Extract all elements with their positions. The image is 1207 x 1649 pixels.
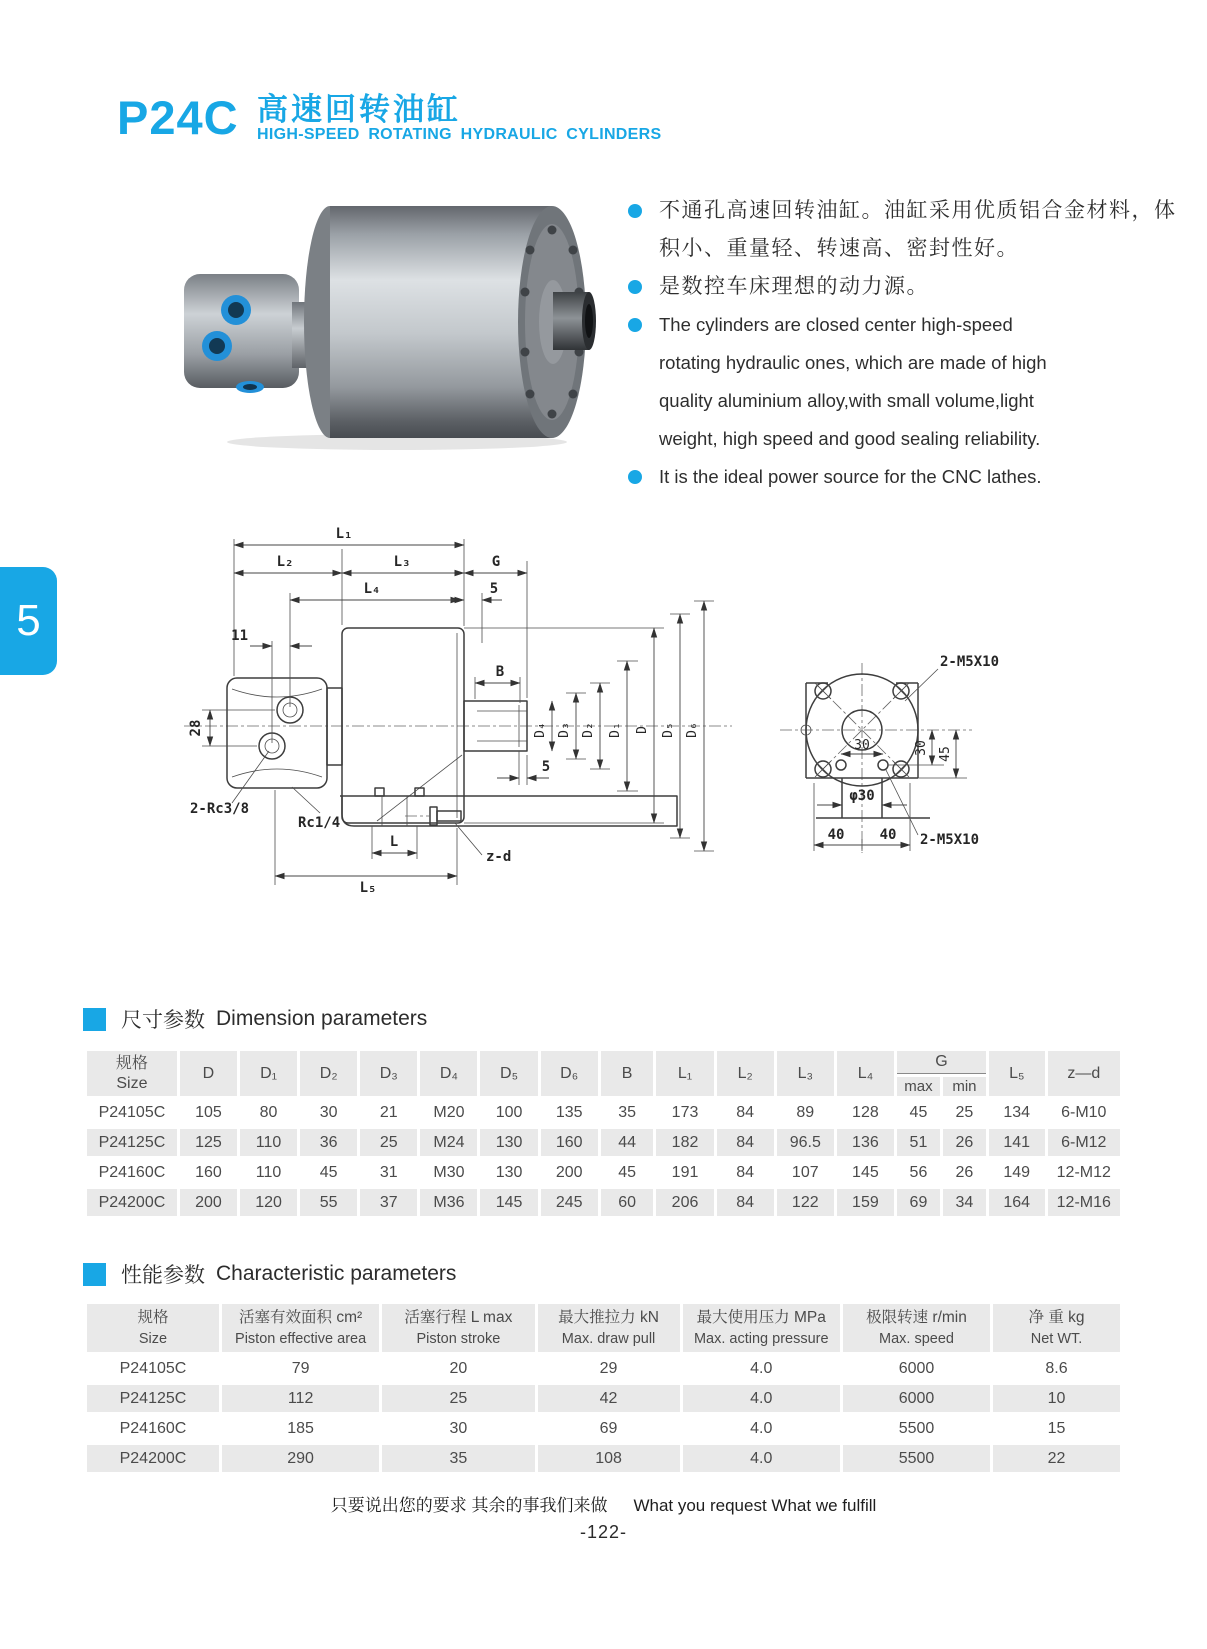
- column-header: 最大使用压力 MPa Max. acting pressure: [683, 1304, 840, 1352]
- table-cell: 173: [671, 1103, 699, 1121]
- dim-label: L₄: [363, 581, 381, 597]
- column-header-g: G: [897, 1051, 986, 1074]
- table-cell: M36: [420, 1189, 477, 1216]
- section-title-en: Dimension parameters: [216, 1007, 428, 1030]
- table-cell: 29: [599, 1359, 618, 1377]
- dim-label: L₁: [335, 526, 353, 542]
- table-cell: M24: [420, 1129, 477, 1156]
- table-cell: 84: [736, 1103, 755, 1121]
- feature-item: [628, 268, 1189, 306]
- table-cell: 200: [555, 1163, 583, 1181]
- feature-item: [628, 192, 1189, 268]
- table-cell: 4.0: [750, 1359, 773, 1377]
- table-cell: 12-M12: [1056, 1163, 1111, 1181]
- section-header-characteristics: [83, 1259, 456, 1289]
- table-cell: 20: [449, 1359, 468, 1377]
- port-label: 2-Rc3/8: [190, 801, 250, 817]
- chapter-tab: [0, 567, 57, 675]
- section-marker-icon: [83, 1263, 106, 1286]
- table-cell: 45: [618, 1163, 636, 1181]
- dimension-drawing: [172, 493, 1037, 895]
- table-cell: 84: [736, 1163, 755, 1181]
- table-row: [87, 1415, 1120, 1442]
- table-cell: 79: [291, 1359, 310, 1377]
- footer-slogan-zh: 只要说出您的要求 其余的事我们来做: [330, 1496, 608, 1515]
- table-cell: 5500: [843, 1445, 990, 1472]
- dim-label: 30: [854, 738, 870, 753]
- table-cell: 35: [382, 1445, 534, 1472]
- dim-label: L₃: [393, 554, 411, 570]
- column-header: L₃: [777, 1051, 834, 1096]
- table-cell: 6000: [898, 1359, 935, 1377]
- table-cell: 25: [360, 1129, 417, 1156]
- column-header: D₃: [360, 1051, 417, 1096]
- dim-label: G: [491, 554, 501, 570]
- table-cell: 55: [300, 1189, 357, 1216]
- dim-label: D₂: [581, 722, 596, 738]
- table-cell: 21: [379, 1103, 398, 1121]
- dim-label: L₅: [359, 880, 377, 895]
- table-cell: 145: [852, 1163, 879, 1181]
- technical-drawing: [172, 493, 1037, 895]
- section-title-en: Characteristic parameters: [216, 1262, 457, 1285]
- table-cell: 44: [601, 1129, 654, 1156]
- bullet-dot-icon: [628, 470, 642, 484]
- dim-label: B: [495, 664, 505, 680]
- table-cell: 145: [480, 1189, 537, 1216]
- table-cell: 6000: [843, 1385, 990, 1412]
- characteristic-table-body: [87, 1355, 1120, 1472]
- table-cell: 22: [993, 1445, 1120, 1472]
- table-cell: 100: [495, 1103, 523, 1121]
- section-title-zh: 性能参数: [121, 1264, 205, 1287]
- page-number: -122-: [579, 1522, 628, 1542]
- dim-label: D: [635, 726, 650, 734]
- table-cell: M20: [433, 1103, 465, 1121]
- table-cell: P24160C: [119, 1419, 187, 1437]
- column-header: L₄: [837, 1051, 894, 1096]
- table-cell: 105: [195, 1103, 222, 1121]
- dim-label: 28: [188, 719, 204, 737]
- table-cell: 60: [601, 1189, 654, 1216]
- shaft-stub: [553, 292, 596, 350]
- table-cell: 26: [955, 1163, 974, 1181]
- bullet-dot-icon: [628, 318, 642, 332]
- dim-label: φ30: [849, 788, 875, 804]
- table-cell: 110: [240, 1129, 297, 1156]
- table-cell: 159: [837, 1189, 894, 1216]
- table-cell: 42: [538, 1385, 680, 1412]
- dim-label: 40: [827, 827, 845, 843]
- table-cell: 130: [495, 1163, 523, 1181]
- table-cell: 120: [240, 1189, 297, 1216]
- column-header: 净 重 kg Net WT.: [993, 1304, 1120, 1352]
- section-header-dimensions: [83, 1004, 427, 1034]
- table-cell: P24125C: [87, 1385, 219, 1412]
- column-header: L₁: [656, 1051, 713, 1096]
- table-cell: 135: [555, 1103, 583, 1121]
- column-header-gmax: max: [897, 1077, 940, 1096]
- table-cell: 5500: [898, 1419, 935, 1437]
- section-marker-icon: [83, 1008, 106, 1031]
- dim-label: 45: [938, 746, 953, 762]
- feature-text: 不通孔高速回转油缸。油缸采用优质铝合金材料，体积小、重量轻、转速高、密封性好。: [659, 199, 1177, 260]
- column-header: 规格 Size: [87, 1304, 219, 1352]
- table-cell: 30: [449, 1419, 468, 1437]
- dim-label: D₅: [661, 722, 676, 738]
- table-cell: 4.0: [683, 1385, 840, 1412]
- column-header: L₅: [989, 1051, 1045, 1096]
- section-title-zh: 尺寸参数: [121, 1009, 205, 1032]
- table-cell: 108: [538, 1445, 680, 1472]
- dim-label: D₁: [608, 722, 623, 738]
- bullet-dot-icon: [628, 280, 642, 294]
- column-header: D₂: [300, 1051, 357, 1096]
- table-cell: M30: [433, 1163, 465, 1181]
- table-cell: 149: [1003, 1163, 1031, 1181]
- table-cell: P24105C: [98, 1103, 166, 1121]
- product-photo: [172, 188, 597, 453]
- table-cell: 25: [382, 1385, 534, 1412]
- table-cell: 84: [717, 1189, 774, 1216]
- bullet-dot-icon: [628, 204, 642, 218]
- column-header: 最大推拉力 kN Max. draw pull: [538, 1304, 680, 1352]
- table-cell: 37: [360, 1189, 417, 1216]
- table-cell: 160: [195, 1163, 222, 1181]
- table-row: [87, 1129, 1120, 1156]
- product-model: P24C: [117, 91, 239, 144]
- table-cell: P24200C: [87, 1189, 177, 1216]
- side-view-dimensions: [188, 526, 714, 895]
- dim-label: D₄: [533, 722, 548, 738]
- table-row: [87, 1099, 1120, 1126]
- table-cell: 26: [943, 1129, 986, 1156]
- table-cell: 164: [989, 1189, 1045, 1216]
- feature-text: It is the ideal power source for the CNC lathes.: [659, 466, 1042, 487]
- table-cell: 30: [319, 1103, 338, 1121]
- feature-text: 是数控车床理想的动力源。: [659, 275, 929, 298]
- column-header: z—d: [1048, 1051, 1120, 1096]
- footer-slogan-en: What you request What we fulfill: [633, 1496, 877, 1515]
- table-cell: 45: [909, 1103, 928, 1121]
- cylinder-body: [304, 206, 586, 438]
- table-cell: 4.0: [750, 1419, 773, 1437]
- table-cell: P24160C: [98, 1163, 166, 1181]
- table-cell: P24125C: [87, 1129, 177, 1156]
- column-header: L₂: [717, 1051, 774, 1096]
- table-cell: 185: [287, 1419, 314, 1437]
- column-header: D: [180, 1051, 237, 1096]
- column-header: D₄: [420, 1051, 477, 1096]
- table-cell: 136: [837, 1129, 894, 1156]
- table-cell: 160: [541, 1129, 598, 1156]
- table-cell: 56: [909, 1163, 928, 1181]
- table-cell: 206: [656, 1189, 713, 1216]
- table-cell: 25: [955, 1103, 974, 1121]
- table-cell: 36: [300, 1129, 357, 1156]
- table-cell: 182: [656, 1129, 713, 1156]
- table-cell: 69: [897, 1189, 940, 1216]
- feature-list: [628, 192, 1177, 496]
- column-header: 极限转速 r/min Max. speed: [843, 1304, 990, 1352]
- table-cell: 107: [791, 1163, 819, 1181]
- page-title-zh: 高速回转油缸: [257, 92, 461, 127]
- table-cell: 96.5: [777, 1129, 834, 1156]
- table-cell: 191: [671, 1163, 699, 1181]
- table-cell: 128: [852, 1103, 879, 1121]
- table-cell: 12-M16: [1048, 1189, 1120, 1216]
- feature-text: The cylinders are closed center high-speed rotating hydraulic ones, which are made of high quality aluminium alloy,with small volume,light weight, high speed and good sealing reliability.: [659, 314, 1047, 449]
- dim-label: 30: [914, 740, 929, 756]
- table-cell: 290: [222, 1445, 379, 1472]
- table-cell: 112: [222, 1385, 379, 1412]
- table-cell: 8.6: [1045, 1359, 1068, 1377]
- table-row: [87, 1385, 1120, 1412]
- table-cell: 6-M12: [1048, 1129, 1120, 1156]
- dim-label: D₃: [557, 722, 572, 738]
- column-header: D₅: [480, 1051, 537, 1096]
- port-label: Rc1/4: [298, 815, 341, 831]
- table-cell: 89: [796, 1103, 815, 1121]
- dim-label: 5: [489, 581, 499, 597]
- table-cell: 125: [180, 1129, 237, 1156]
- dimension-table: [84, 1048, 1123, 1219]
- table-cell: P24105C: [119, 1359, 187, 1377]
- table-row: [87, 1159, 1120, 1186]
- dim-label: 11: [231, 628, 248, 644]
- table-cell: 69: [599, 1419, 618, 1437]
- page-title-en: HIGH-SPEED ROTATING HYDRAULIC CYLINDERS: [257, 126, 662, 143]
- table-cell: 141: [989, 1129, 1045, 1156]
- column-header: 活塞有效面积 cm² Piston effective area: [222, 1304, 379, 1352]
- chapter-number: 5: [16, 596, 41, 645]
- dim-label: 2-M5X10: [920, 832, 980, 848]
- product-photo-art: [172, 188, 597, 453]
- dim-label: L: [389, 834, 399, 850]
- table-row: [87, 1189, 1120, 1216]
- table-cell: 84: [717, 1129, 774, 1156]
- table-cell: 122: [777, 1189, 834, 1216]
- table-cell: 10: [993, 1385, 1120, 1412]
- table-cell: 45: [319, 1163, 338, 1181]
- footer-slogan: [0, 1491, 1207, 1516]
- feature-item: [628, 458, 1071, 496]
- column-header: D₁: [240, 1051, 297, 1096]
- table-cell: 200: [180, 1189, 237, 1216]
- dim-label: 5: [541, 759, 551, 775]
- dim-label: 2-M5X10: [940, 654, 1000, 670]
- dim-label: z-d: [486, 849, 512, 865]
- dim-label: D₆: [685, 722, 700, 738]
- feature-item: [628, 306, 1071, 458]
- column-header-gmin: min: [943, 1077, 986, 1096]
- column-header: D₆: [541, 1051, 598, 1096]
- table-cell: 130: [480, 1129, 537, 1156]
- table-cell: 80: [259, 1103, 278, 1121]
- column-header: B: [601, 1051, 654, 1096]
- dimension-table-body: [87, 1099, 1120, 1216]
- table-cell: 6-M10: [1061, 1103, 1107, 1121]
- valve-block: [184, 274, 299, 393]
- dim-label: L₂: [276, 554, 294, 570]
- table-cell: 4.0: [683, 1445, 840, 1472]
- table-row: [87, 1355, 1120, 1382]
- table-cell: 35: [618, 1103, 636, 1121]
- characteristic-table: [84, 1301, 1123, 1475]
- table-cell: 31: [379, 1163, 398, 1181]
- table-cell: 34: [943, 1189, 986, 1216]
- table-cell: 15: [1047, 1419, 1066, 1437]
- table-cell: 245: [541, 1189, 598, 1216]
- table-cell: 134: [1003, 1103, 1031, 1121]
- table-cell: P24200C: [87, 1445, 219, 1472]
- dim-label: 40: [879, 827, 897, 843]
- column-header-size: 规格 Size: [87, 1051, 177, 1096]
- table-cell: 110: [255, 1163, 282, 1181]
- column-header: 活塞行程 L max Piston stroke: [382, 1304, 534, 1352]
- table-row: [87, 1445, 1120, 1472]
- table-cell: 51: [897, 1129, 940, 1156]
